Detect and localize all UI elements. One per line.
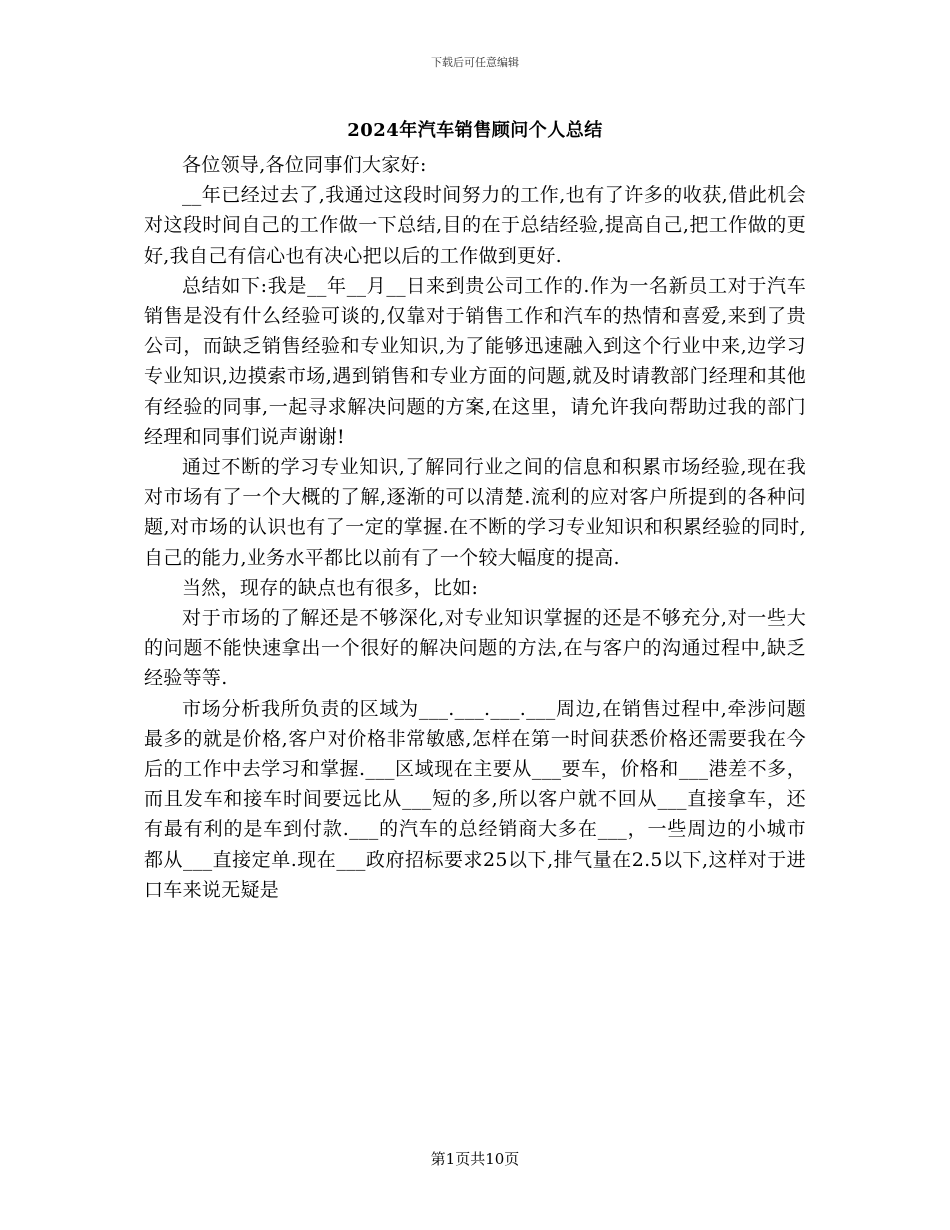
paragraph-learning: 通过不断的学习专业知识,了解同行业之间的信息和积累市场经验,现在我对市场有了一个大概的了解,逐渐的可以清楚.流利的应对客户所提到的各种问题,对市场的认识也有了一定的掌握.在不断的学习专业知识和积累经验的同时,自己的能力,业务水平都比以前有了一个较大幅度的提高. [144, 456, 806, 569]
paragraph-market-analysis: 市场分析我所负责的区域为___.___.___.___周边,在销售过程中,牵涉问题最多的就是价格,客户对价格非常敏感,怎样在第一时间获悉价格还需要我在今后的工作中去学习和掌握.___区域现在主要从___要车，价格和___港差不多，而且发车和接车时间要远比从___短的多,所以客户就不回从___直接拿车，还有最有利的是车到付款.___的汽车的总经销商大多在___，一些周边的小城市都从___直接定单.现在___政府招标要求25以下,排气量在2.5以下,这样对于进口车来说无疑是 [144, 697, 806, 901]
paragraph-intro: __年已经过去了,我通过这段时间努力的工作,也有了许多的收获,借此机会对这段时间自己的工作做一下总结,目的在于总结经验,提高自己,把工作做的更好,我自己有信心也有决心把以后的工作做到更好. [144, 184, 806, 267]
document-body [144, 150, 806, 905]
page-header-note: 下载后可任意编辑 [431, 56, 519, 69]
paragraph-summary: 总结如下:我是__年__月__日来到贵公司工作的.作为一名新员工对于汽车销售是没有什么经验可谈的,仅靠对于销售工作和汽车的热情和喜爱,来到了贵公司，而缺乏销售经验和专业知识,为了能够迅速融入到这个行业中来,边学习专业知识,边摸索市场,遇到销售和专业方面的问题,就及时请教部门经理和其他有经验的同事,一起寻求解决问题的方案,在这里，请允许我向帮助过我的部门经理和同事们说声谢谢! [144, 274, 806, 448]
paragraph-greeting: 各位领导,各位同事们大家好: [182, 154, 427, 176]
page-number-footer: 第1页共10页 [430, 1150, 520, 1168]
document-title: 2024年汽车销售顾问个人总结 [347, 120, 603, 141]
paragraph-shortcomings-intro: 当然，现存的缺点也有很多，比如: [182, 576, 479, 599]
paragraph-shortcomings: 对于市场的了解还是不够深化,对专业知识掌握的还是不够充分,对一些大的问题不能快速拿出一个很好的解决问题的方法,在与客户的沟通过程中,缺乏经验等等. [144, 607, 806, 690]
